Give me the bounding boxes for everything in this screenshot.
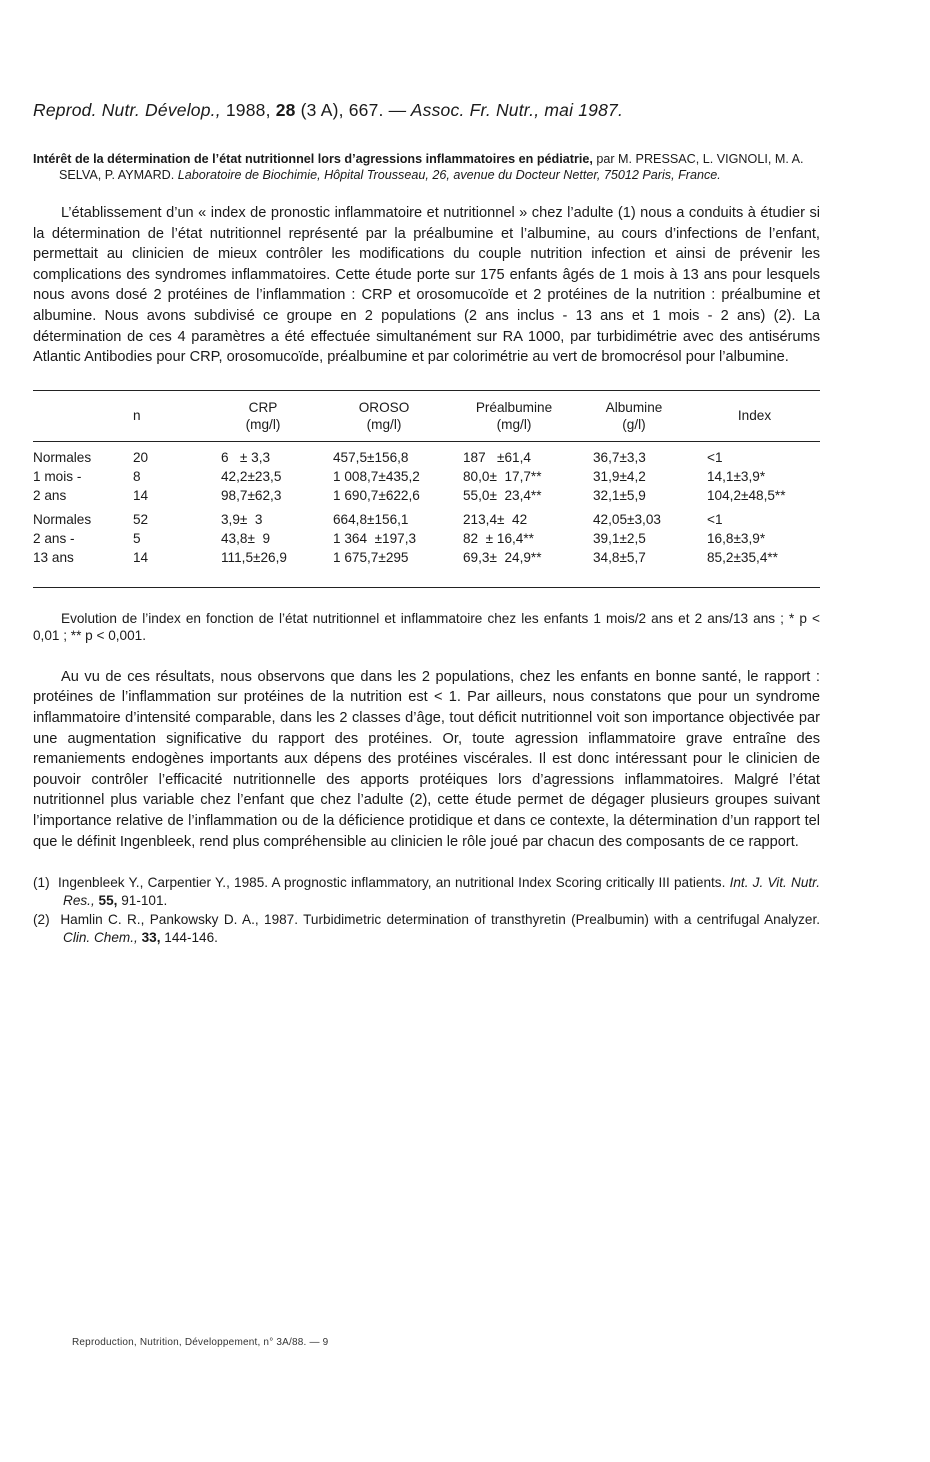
paragraph-discussion: Au vu de ces résultats, nous observons que dans les 2 populations, chez les enfants en bonne santé, le rapport : protéines de l’inflammation sur protéines de la nutrition est < 1. Par ailleurs, nous constatons que pour un syndrome inflammatoire d’intensité comparable, dans les 2 classes d’âge, tout déficit nutritionnel voit son importance objectivée par une augmentation significative du rapport des protéines. Or, toute agression inflammatoire grave entraîne des remaniements endogènes importants aux dépens des protéines viscérales. Il est donc intéressant pour le clinicien de pouvoir contrôler l’efficacité nutritionnelle des apports protéiques lors d’agressions inflammatoires. Malgré l’état nutritionnel plus variable chez l’enfant que chez l’adulte (2), cette étude permet de dégager plusieurs groupes suivant l’importance relative de l’inflammation ou de la déficience protidique et dans ce contexte, la détermination d’un rapport tel que le définit Ingenbleek, rend plus compréhensible au clinicien le rôle joué par chacun des composants de ce rapport. (33, 668, 820, 850)
journal-year: 1988, (225, 100, 271, 120)
table-bottom-rule (33, 587, 820, 588)
ref-volume: 33, (141, 929, 161, 945)
crp-value: 6 ± 3,3 (221, 449, 271, 465)
table-legend: Evolution de l’index en fonction de l’état nutritionnel et inflammatoire chez les enfants 1 mois/2 ans et 2 ans/13 ans ; * p < 0,01 ; ** p < 0,001. (33, 610, 820, 644)
ref-number: (1) (33, 875, 50, 891)
prealbumine-value: 55,0± 23,4** (463, 487, 542, 503)
ref-journal: Clin. Chem., (63, 929, 138, 945)
oroso-value: 664,8±156,1 (333, 511, 409, 527)
journal-issue-pages: (3 A), 667. (300, 100, 384, 120)
n-value: 8 (133, 468, 141, 484)
table-row (33, 529, 820, 548)
index-value: 14,1±3,9* (707, 468, 766, 484)
article-heading (33, 151, 820, 183)
journal-volume: 28 (275, 100, 296, 120)
oroso-value: 457,5±156,8 (333, 449, 409, 465)
article-title: Intérêt de la détermination de l’état nutritionnel lors d’agressions inflammatoires en pédiatrie, (33, 152, 593, 166)
index-value: 85,2±35,4** (707, 549, 778, 565)
index-value: <1 (707, 449, 723, 465)
index-value: <1 (707, 511, 723, 527)
header-oroso: OROSO (mg/l) (358, 399, 410, 432)
albumine-value: 34,8±5,7 (593, 549, 646, 565)
n-value: 14 (133, 487, 149, 503)
journal-name: Reprod. Nutr. Dévelop., (33, 100, 221, 120)
group-label: Normales (33, 449, 92, 465)
table-row (33, 467, 820, 486)
table-row (33, 505, 820, 529)
prealbumine-value: 80,0± 17,7** (463, 468, 542, 484)
crp-value: 3,9± 3 (221, 511, 263, 527)
paragraph-intro: L’établissement d’un « index de pronostic inflammatoire et nutritionnel » chez l’adulte (1) nous a conduits à étudier si la détermination de l’état nutritionnel représenté par la préalbumine et l’albumine, au cours d’infections de l’enfant, permettait au clinicien de mieux contrôler les modifications du couple nutrition infection et ainsi de prévenir les complications des syndromes inflammatoires. Cette étude porte sur 175 enfants âgés de 1 mois à 13 ans pour lesquels nous avons dosé 2 protéines de l’inflammation : CRP et orosomucoïde et 2 protéines de la nutrition : préalbumine et albumine. Nous avons subdivisé ce groupe en 2 populations (2 ans inclus - 13 ans et 1 mois - 2 ans) (2). La détermination de ces 4 paramètres a été effectuée simultanément sur RA 1000, par turbidimétrie avec des antisérums Atlantic Antibodies pour CRP, orosomucoïde, préalbumine et par colorimétrie au vert de bromocrésol pour l’albumine. (33, 205, 820, 366)
table-header-rule (33, 441, 820, 442)
albumine-value: 36,7±3,3 (593, 449, 646, 465)
ref-pages: 144-146. (164, 929, 218, 945)
group-label: 2 ans (33, 487, 67, 503)
prealbumine-value: 213,4± 42 (463, 511, 528, 527)
oroso-value: 1 364 ±197,3 (333, 530, 417, 546)
article-page (33, 100, 820, 948)
ref-volume: 55, (98, 892, 118, 908)
crp-value: 42,2±23,5 (221, 468, 282, 484)
header-group (33, 391, 133, 441)
prealbumine-value: 187 ±61,4 (463, 449, 531, 465)
albumine-value: 31,9±4,2 (593, 468, 646, 484)
reference-item (33, 874, 820, 909)
group-label: 2 ans - (33, 530, 75, 546)
albumine-value: 42,05±3,03 (593, 511, 661, 527)
page-footer: Reproduction, Nutrition, Développement, n° 3A/88. — 9 (72, 1337, 329, 1348)
ref-text: Ingenbleek Y., Carpentier Y., 1985. A prognostic inflammatory, an nutritional Index Scoring critically III patients. (58, 875, 726, 891)
oroso-value: 1 675,7±295 (333, 549, 409, 565)
oroso-value: 1 008,7±435,2 (333, 468, 420, 484)
references-list (33, 874, 820, 946)
reference-item (33, 911, 820, 946)
journal-association: — Assoc. Fr. Nutr., mai 1987. (388, 100, 624, 120)
index-value: 104,2±48,5** (707, 487, 786, 503)
albumine-value: 32,1±5,9 (593, 487, 646, 503)
header-index: Index (737, 408, 772, 424)
ref-pages: 91-101. (121, 892, 168, 908)
crp-value: 43,8± 9 (221, 530, 271, 546)
header-n: n (133, 408, 141, 424)
table-row (33, 448, 820, 467)
albumine-value: 39,1±2,5 (593, 530, 646, 546)
header-prealbumine: Préalbumine (mg/l) (475, 399, 553, 432)
article-affiliation: Laboratoire de Biochimie, Hôpital Trousseau, 26, avenue du Docteur Netter, 75012 Paris, France. (177, 168, 721, 182)
n-value: 20 (133, 449, 149, 465)
header-albumine: Albumine (g/l) (605, 399, 663, 432)
header-crp: CRP (mg/l) (245, 399, 281, 432)
ref-number: (2) (33, 912, 50, 928)
crp-value: 98,7±62,3 (221, 487, 282, 503)
oroso-value: 1 690,7±622,6 (333, 487, 420, 503)
journal-citation (33, 100, 820, 121)
n-value: 5 (133, 530, 141, 546)
index-value: 16,8±3,9* (707, 530, 766, 546)
group-label: Normales (33, 511, 92, 527)
group-label: 13 ans (33, 549, 74, 565)
results-table-body (33, 448, 820, 567)
ref-text: Hamlin C. R., Pankowsky D. A., 1987. Turbidimetric determination of transthyretin (Prealbumin) with a centrifugal Analyzer. (60, 912, 821, 928)
crp-value: 111,5±26,9 (221, 549, 287, 565)
n-value: 52 (133, 511, 149, 527)
group-label: 1 mois - (33, 468, 82, 484)
table-row (33, 548, 820, 567)
prealbumine-value: 69,3± 24,9** (463, 549, 542, 565)
ref-journal: Int. J. Vit. Nutr. Res., (63, 875, 820, 908)
results-table-block (33, 390, 820, 588)
results-table (33, 391, 820, 441)
table-row (33, 486, 820, 505)
n-value: 14 (133, 549, 149, 565)
article-authors: par M. PRESSAC, L. VIGNOLI, M. A. SELVA, P. AYMARD. (59, 152, 804, 182)
prealbumine-value: 82 ± 16,4** (463, 530, 534, 546)
table-header-row (33, 391, 820, 441)
